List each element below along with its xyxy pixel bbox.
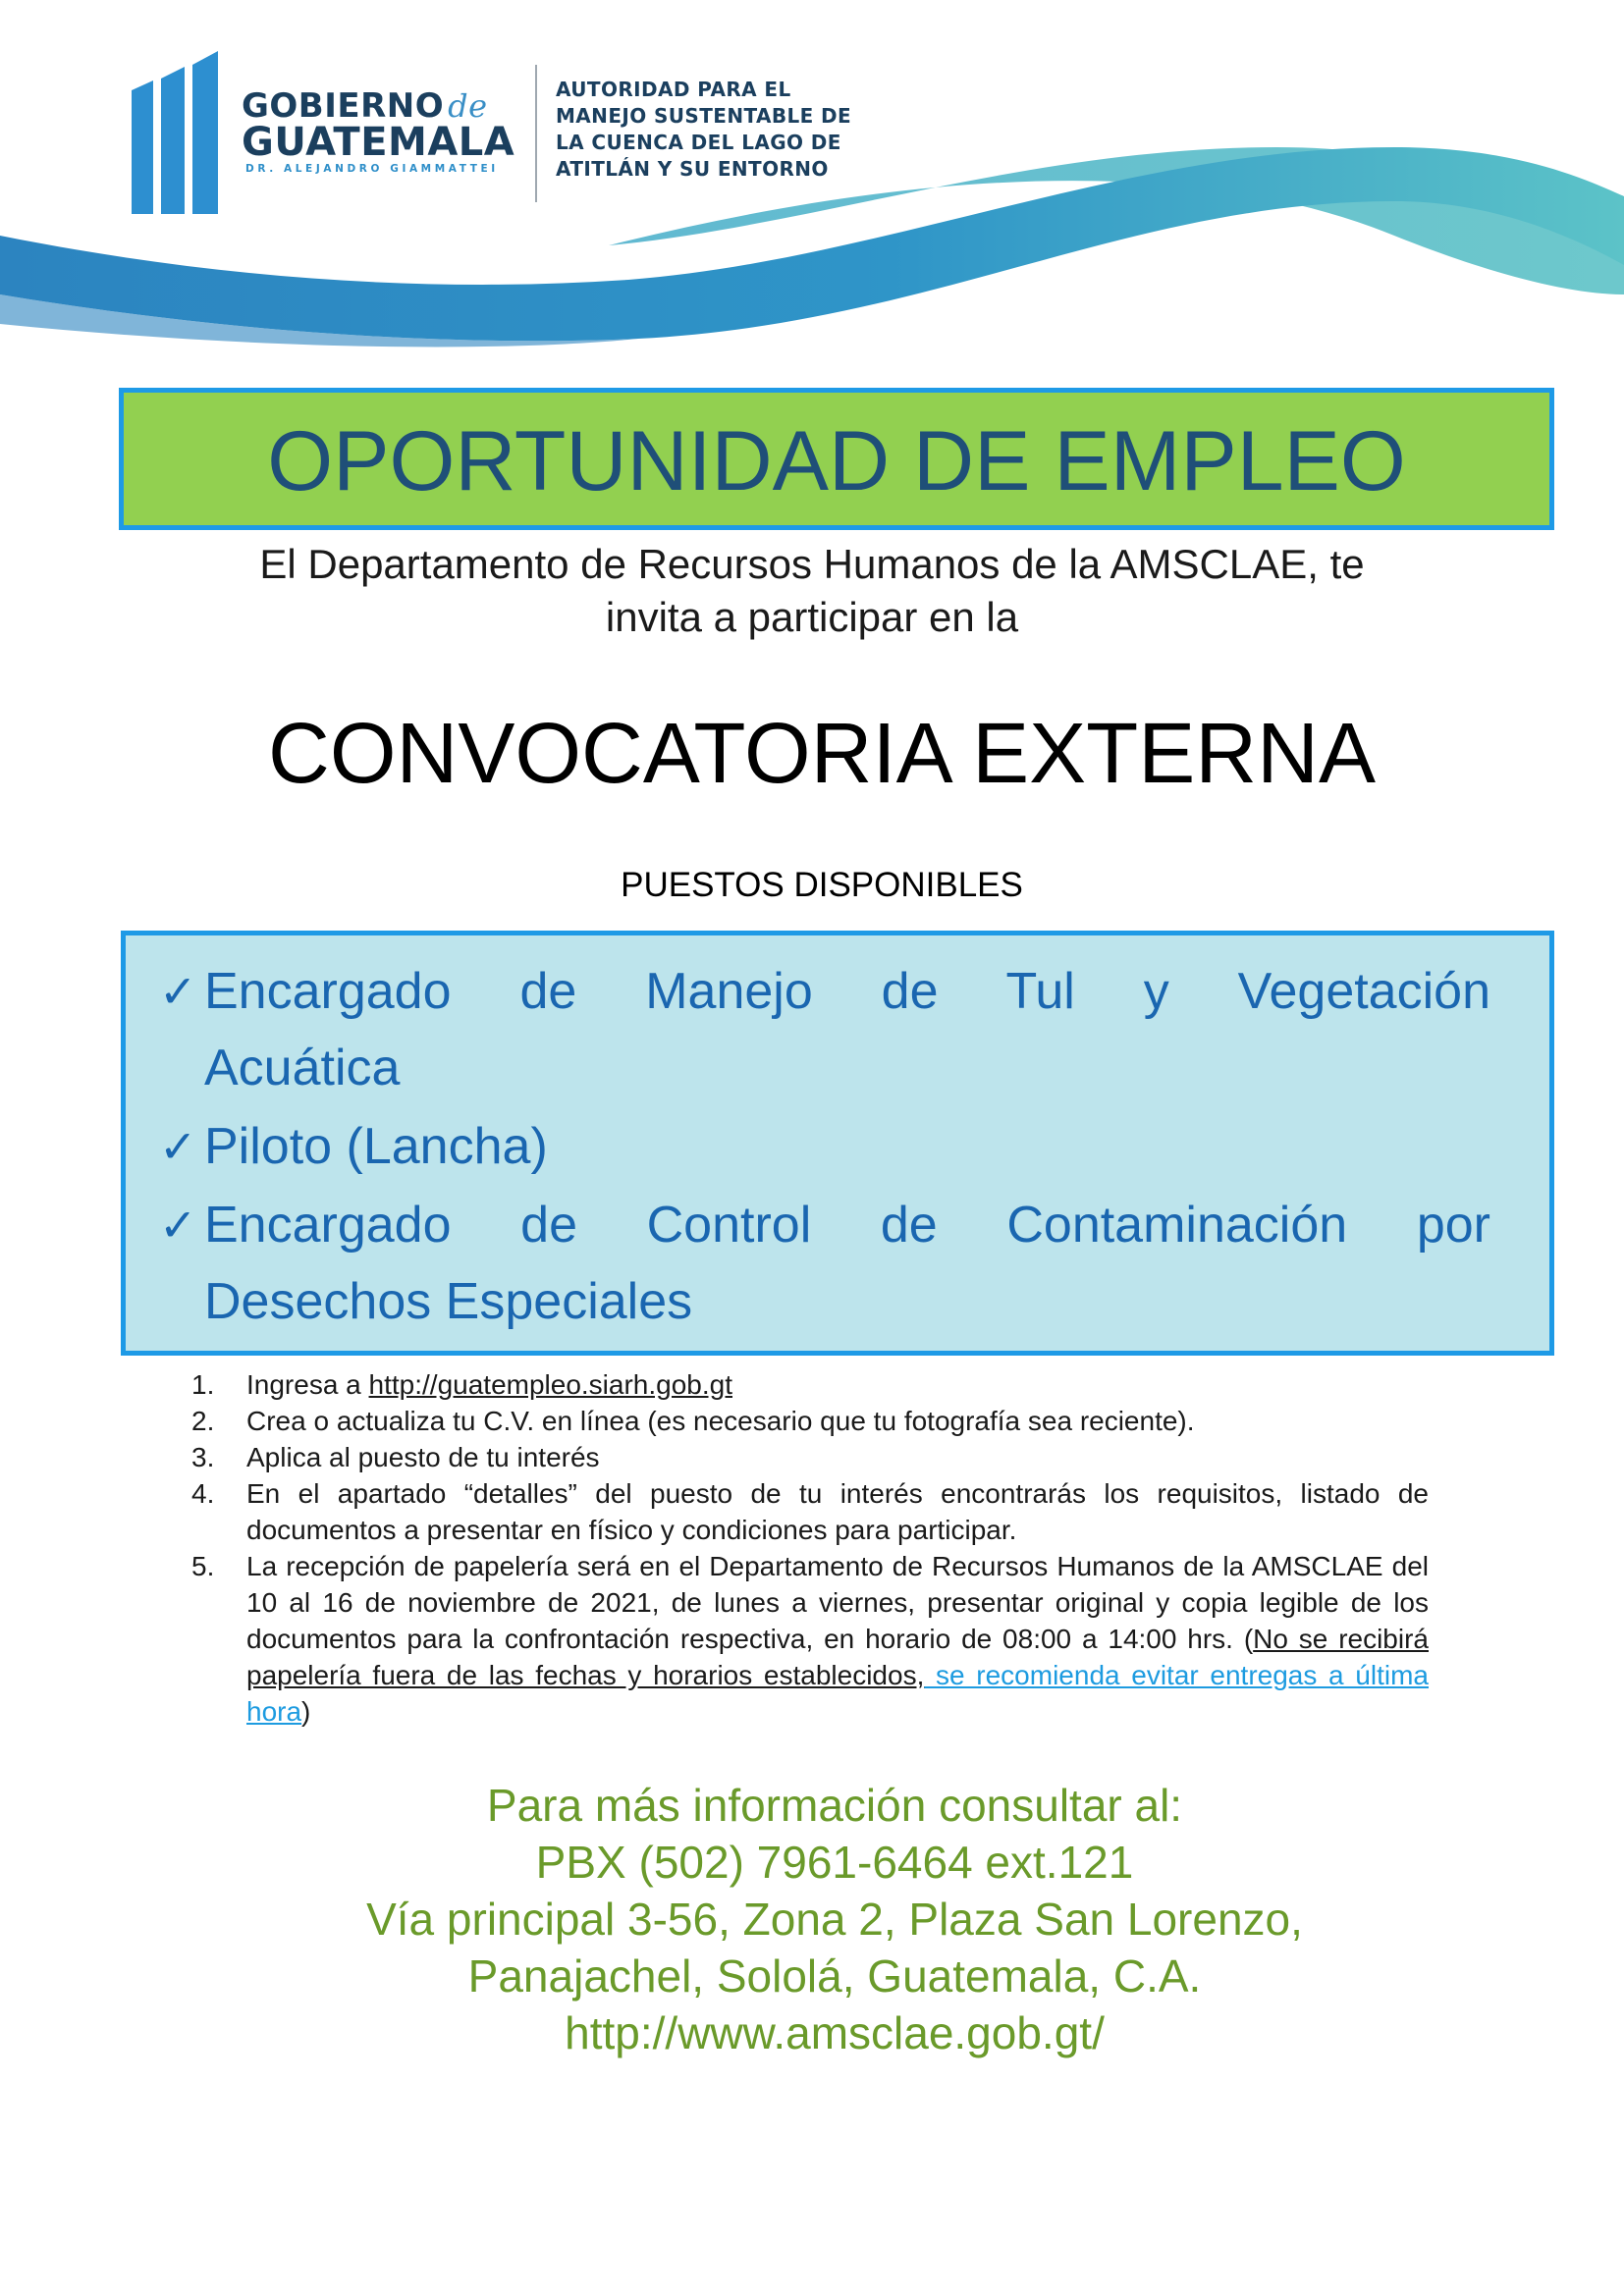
contact-city: Panajachel, Sololá, Guatemala, C.A. bbox=[467, 1950, 1202, 2002]
title-banner bbox=[119, 388, 1554, 530]
position-item bbox=[159, 1187, 1490, 1263]
institution-name bbox=[556, 77, 851, 183]
step-text: En el apartado “detalles” del puesto de tu interés encontrarás los requisitos, listado de documentos a presentar en físico y condiciones para participar. bbox=[246, 1478, 1429, 1545]
position-item-continued bbox=[204, 1263, 1490, 1340]
positions-heading: PUESTOS DISPONIBLES bbox=[621, 866, 1023, 904]
step-item bbox=[191, 1548, 1429, 1730]
step-text: Aplica al puesto de tu interés bbox=[246, 1442, 600, 1472]
step-number: 4. bbox=[191, 1478, 215, 1509]
deadline-note: No se recibirá papelería fuera de las fechas y horarios establecidos, bbox=[246, 1624, 1429, 1690]
positions-box bbox=[121, 931, 1554, 1356]
gov-logo-line1: GOBIERNO de bbox=[242, 86, 488, 126]
position-line: Encargado de Manejo de Tul y Vegetación bbox=[204, 963, 1490, 1020]
position-line: Encargado de Control de Contaminación por bbox=[204, 1197, 1490, 1254]
position-line: Piloto (Lancha) bbox=[204, 1118, 548, 1175]
intro-text bbox=[157, 538, 1467, 644]
step-item bbox=[191, 1403, 1429, 1439]
step-text: Crea o actualiza tu C.V. en línea (es necesario que tu fotografía sea reciente). bbox=[246, 1406, 1195, 1436]
check-icon: ✓ bbox=[159, 1120, 197, 1173]
page-title: OPORTUNIDAD DE EMPLEO bbox=[267, 414, 1406, 508]
intro-line: El Departamento de Recursos Humanos de la AMSCLAE, te bbox=[259, 541, 1365, 587]
contact-phone: PBX (502) 7961-6464 ext.121 bbox=[535, 1837, 1134, 1888]
contact-address: Vía principal 3-56, Zona 2, Plaza San Lorenzo, bbox=[366, 1894, 1303, 1945]
guatempleo-link[interactable]: http://guatempleo.siarh.gob.gt bbox=[368, 1369, 732, 1400]
position-line: Acuática bbox=[204, 1040, 401, 1096]
gov-logo-line2: GUATEMALA bbox=[242, 120, 515, 165]
institution-line: ATITLÁN Y SU ENTORNO bbox=[556, 157, 829, 181]
logo-divider bbox=[535, 65, 537, 202]
position-item bbox=[159, 1108, 1490, 1185]
institution-line: LA CUENCA DEL LAGO DE bbox=[556, 131, 841, 154]
header-wave-graphic bbox=[0, 0, 1624, 373]
position-line: Desechos Especiales bbox=[204, 1273, 693, 1330]
step-number: 2. bbox=[191, 1406, 215, 1436]
institution-line: MANEJO SUSTENTABLE DE bbox=[556, 104, 852, 128]
check-icon: ✓ bbox=[159, 965, 197, 1018]
step-item bbox=[191, 1475, 1429, 1548]
steps-list bbox=[191, 1366, 1429, 1730]
step-text: Ingresa a bbox=[246, 1369, 369, 1400]
gov-logo-tagline: DR. ALEJANDRO GIAMMATTEI bbox=[245, 163, 499, 175]
recommendation-note: se recomienda evitar entregas a última hora bbox=[246, 1660, 1429, 1727]
contact-heading: Para más información consultar al: bbox=[486, 1780, 1183, 1831]
step-number: 1. bbox=[191, 1369, 215, 1400]
convocatoria-heading: CONVOCATORIA EXTERNA bbox=[268, 706, 1376, 801]
step-number: 3. bbox=[191, 1442, 215, 1472]
intro-line: invita a participar en la bbox=[605, 594, 1019, 640]
step-number: 5. bbox=[191, 1551, 215, 1581]
check-icon: ✓ bbox=[159, 1199, 197, 1252]
step-item bbox=[191, 1439, 1429, 1475]
step-text: La recepción de papelería será en el Departamento de Recursos Humanos de la AMSCLAE del 10 al 16 de noviembre de 2021, de lunes a viernes, presentar original y copia legible de los documentos para la confrontación respectiva, en horario de 08:00 a 14:00 hrs. bbox=[246, 1551, 1429, 1654]
institution-line: AUTORIDAD PARA EL bbox=[556, 78, 791, 101]
note-paren: ( bbox=[1243, 1624, 1254, 1654]
contact-website-link[interactable]: http://www.amsclae.gob.gt/ bbox=[565, 2007, 1105, 2058]
contact-info bbox=[157, 1777, 1512, 2061]
position-item bbox=[159, 953, 1490, 1030]
position-item-continued bbox=[204, 1030, 1490, 1106]
gov-logo-de: de bbox=[448, 87, 488, 125]
note-paren: ) bbox=[301, 1696, 311, 1727]
step-item bbox=[191, 1366, 1429, 1403]
